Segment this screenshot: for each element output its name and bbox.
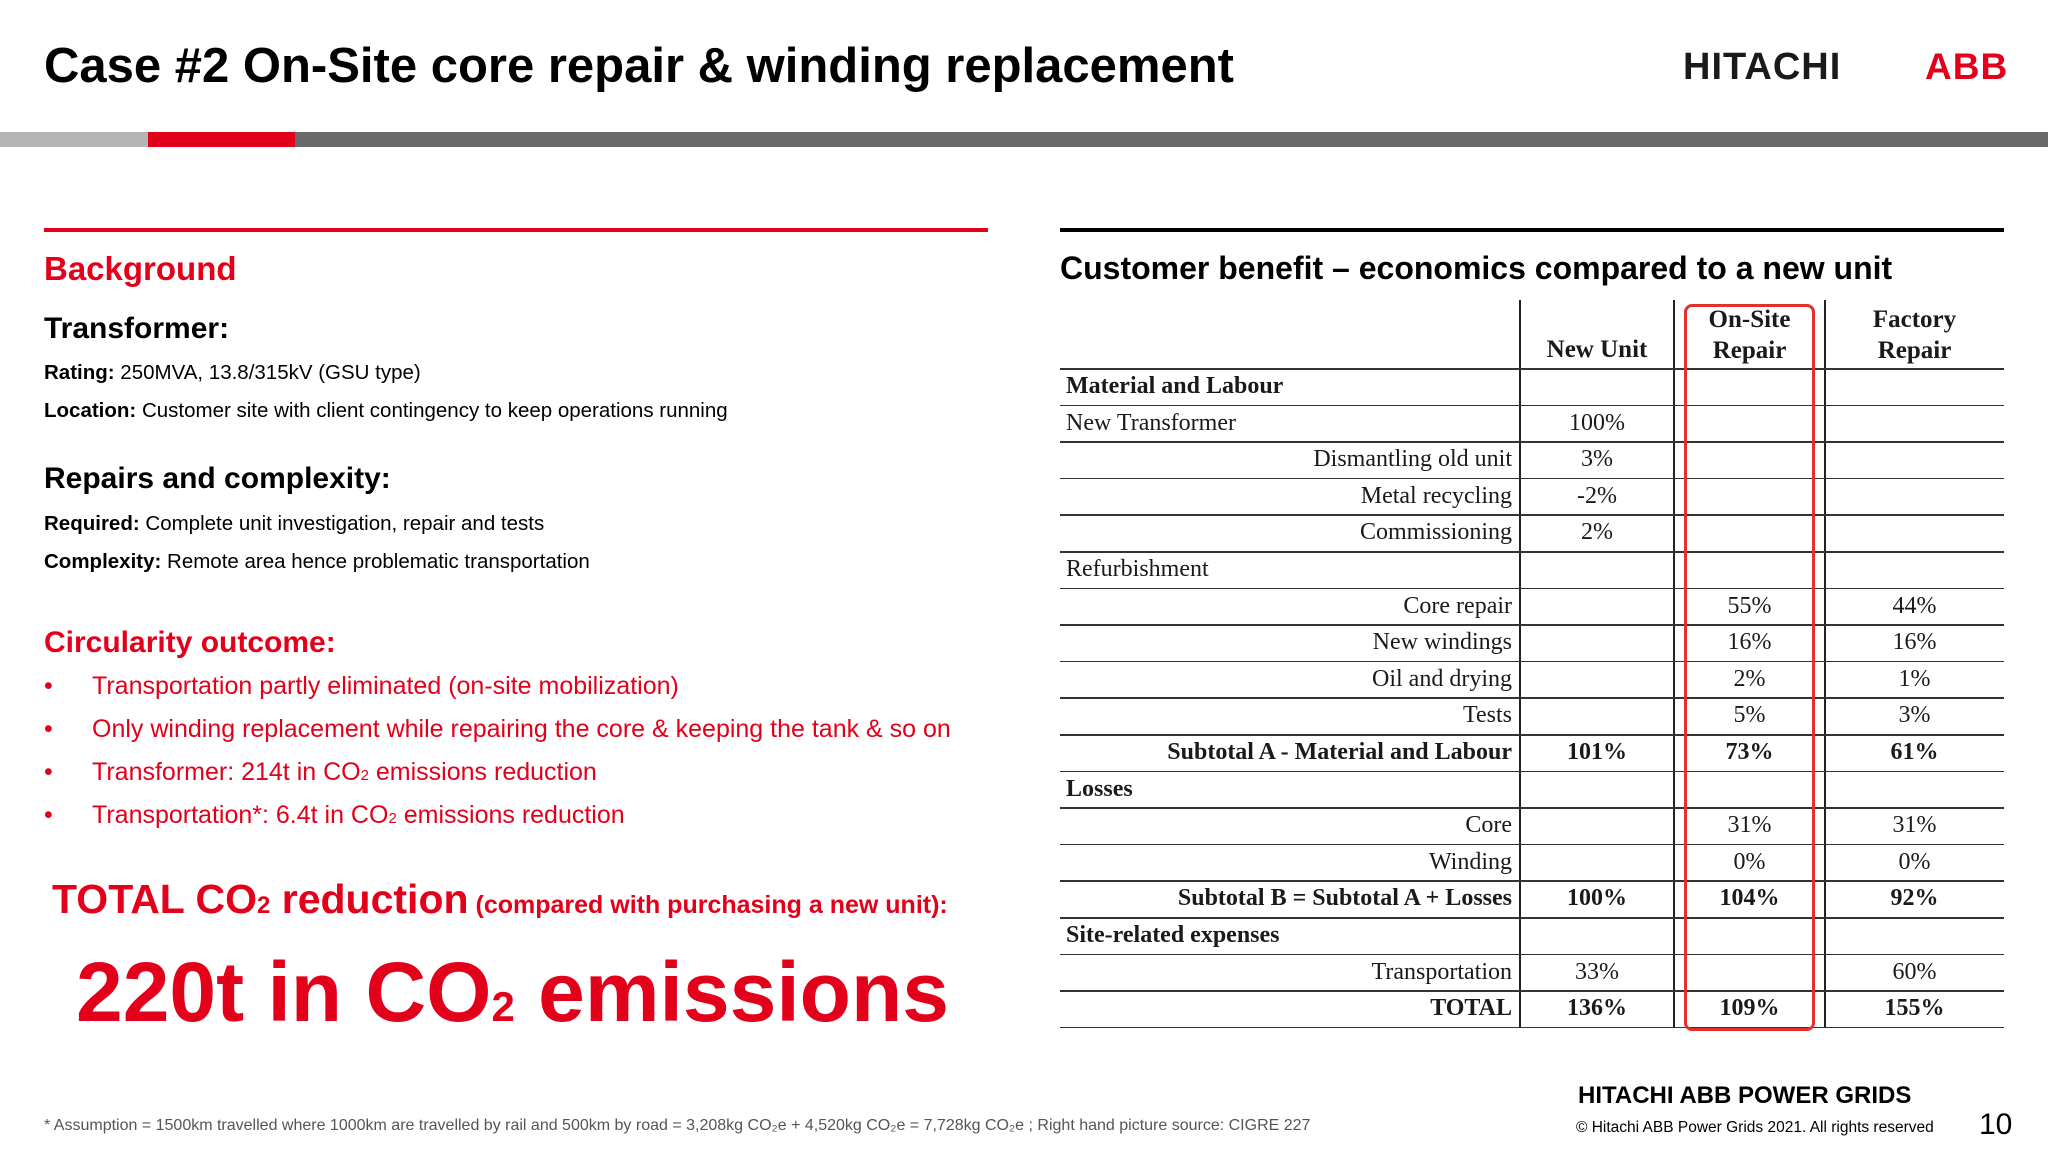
table-cell-value: 136% [1567,995,1627,1022]
location-value: Customer site with client contingency to keep operations running [136,399,728,422]
table-row-divider [1060,734,2004,736]
page-number: 10 [1979,1108,2013,1141]
repairs-heading: Repairs and complexity: [44,462,391,495]
table-row-label: Subtotal B = Subtotal A + Losses [1177,885,1512,912]
required-label: Required: [44,512,140,535]
table-row-label: Site-related expenses [1066,922,1280,948]
table-cell-value: 31% [1892,812,1937,839]
table-row-label: TOTAL [1430,995,1512,1022]
rating-label: Rating: [44,361,115,384]
table-row-label: Core [1465,812,1512,839]
table-column-header [1520,334,1674,365]
economics-table [1060,300,2004,1027]
header-text: On-Site [1708,306,1791,333]
table-cell-value: 73% [1725,739,1774,765]
header-divider-bar [0,132,2048,147]
table-row-label: Dismantling old unit [1313,446,1512,473]
complexity-label: Complexity: [44,550,162,573]
table-cell-value: 100% [1569,409,1625,436]
table-row-divider [1060,588,2004,590]
table-row-divider [1060,368,2004,370]
table-cell-value: 33% [1575,958,1619,985]
table-cell-value: 2% [1733,665,1766,692]
hitachi-logo: HITACHI [1683,46,1842,88]
headline-total: 220t in CO2 emissions [76,945,950,1039]
required-line [44,512,544,536]
table-row-label: Core repair [1403,592,1512,619]
table-row-divider [1060,697,2004,699]
table-row-divider [1060,844,2004,846]
table-row-divider [1060,990,2004,992]
table-row-label: Refurbishment [1066,556,1209,582]
table-cell-value: -2% [1577,482,1617,509]
table-row-divider [1060,441,2004,443]
table-cell-value: 109% [1719,995,1780,1022]
right-section-rule [1060,228,2004,232]
table-row-label: Winding [1428,848,1512,875]
table-row-divider [1060,807,2004,809]
table-row-label: Losses [1066,775,1133,802]
table-row-divider [1060,478,2004,480]
table-cell-value: 5% [1733,702,1766,729]
table-cell-value: 31% [1727,812,1772,839]
transformer-heading: Transformer: [44,312,230,345]
table-cell-value: 155% [1884,995,1945,1022]
circularity-bullet-list [44,672,951,844]
footnote: * Assumption = 1500km travelled where 1000km are travelled by rail and 500km by road = 3,208kg CO₂e + 4,520kg CO₂e = 7,728kg CO₂e ; Right hand picture source: CIGRE 227 [44,1117,1311,1134]
required-value: Complete unit investigation, repair and tests [139,512,545,535]
left-section-rule [44,228,988,232]
background-heading: Background [44,250,237,287]
rating-line [44,361,421,385]
table-cell-value: 92% [1890,885,1939,912]
table-row-label: Metal recycling [1360,482,1512,509]
table-row-divider [1060,917,2004,919]
table-cell-value: 1% [1898,665,1931,692]
bullet-item: • Transformer: 214t in CO2 emissions reduction [44,758,951,801]
table-cell-value: 0% [1898,848,1931,875]
table-row-divider [1060,954,2004,956]
table-row-divider [1060,880,2004,882]
table-row-divider [1060,514,2004,516]
table-cell-value: 16% [1892,629,1937,656]
table-row-label: New windings [1372,629,1512,656]
table-row-label: Commissioning [1359,519,1512,546]
table-cell-value: 0% [1733,848,1766,875]
table-cell-value: 44% [1892,592,1937,619]
header-text: New Unit [1546,336,1648,363]
table-cell-value: 61% [1890,739,1939,765]
circularity-heading: Circularity outcome: [44,626,336,659]
table-row-divider [1060,624,2004,626]
table-row-divider [1060,551,2004,553]
onsite-highlight-box [1684,304,1815,1031]
table-row-label: Material and Labour [1066,373,1284,399]
table-cell-value: 100% [1567,885,1627,912]
complexity-value: Remote area hence problematic transportation [161,550,590,573]
table-row-divider [1060,771,2004,773]
location-line [44,399,728,423]
table-cell-value: 3% [1898,702,1931,729]
bullet-item: • Transportation*: 6.4t in CO2 emissions reduction [44,801,951,844]
customer-benefit-heading: Customer benefit – economics compared to a new unit [1060,250,1893,286]
table-cell-value: 60% [1892,958,1937,985]
table-row-label: Subtotal A - Material and Labour [1167,739,1512,765]
table-cell-value: 3% [1581,446,1613,473]
table-cell-value: 101% [1567,739,1627,765]
bullet-item: • Only winding replacement while repairing the core & keeping the tank & so on [44,715,951,758]
table-cell-value: 55% [1727,592,1772,619]
copyright-text: © Hitachi ABB Power Grids 2021. All rights reserved [1576,1119,1934,1136]
abb-logo: ABB [1925,46,2009,87]
complexity-line [44,550,590,574]
table-cell-value: 16% [1727,629,1772,656]
table-cell-value: 104% [1719,885,1780,912]
divider-grey-segment [0,132,148,147]
bullet-item: • Transportation partly eliminated (on-site mobilization) [44,672,951,715]
table-row-label: Oil and drying [1372,665,1512,692]
table-row-label: New Transformer [1066,409,1236,436]
table-row-label: Transportation [1371,958,1512,985]
table-row-divider [1060,405,2004,407]
table-row-divider [1060,661,2004,663]
table-cell-value: 2% [1581,519,1613,546]
total-reduction-line: TOTAL CO2 reduction (compared with purchasing a new unit): [52,876,948,922]
location-label: Location: [44,399,137,422]
divider-red-segment [148,132,295,147]
rating-value: 250MVA, 13.8/315kV (GSU type) [114,361,421,384]
table-row-divider [1060,1027,2004,1029]
page-title: Case #2 On-Site core repair & winding replacement [44,39,1234,93]
header-text: Factory [1872,306,1957,333]
table-row-label: Tests [1463,702,1512,729]
header-text: Repair [1877,337,1952,364]
table-column-header [1825,304,2004,366]
header-text: Repair [1712,337,1787,364]
footer-brand: HITACHI ABB POWER GRIDS [1578,1082,1912,1109]
